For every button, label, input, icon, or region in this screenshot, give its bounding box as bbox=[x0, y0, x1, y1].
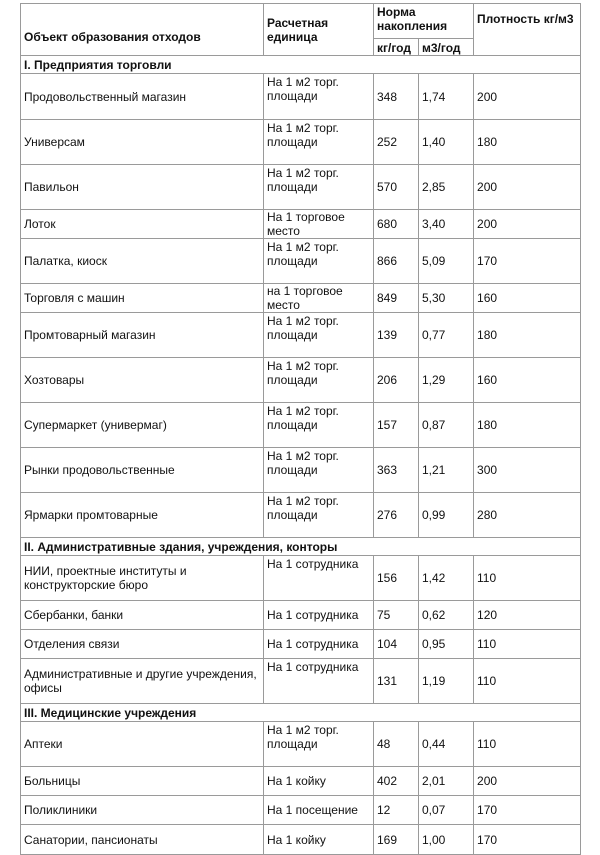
cell-unit: На 1 м2 торг. площади bbox=[264, 74, 374, 120]
cell-kg-year: 157 bbox=[374, 403, 419, 448]
cell-kg-year: 131 bbox=[374, 659, 419, 704]
cell-object-name: Супермаркет (универмаг) bbox=[21, 403, 264, 448]
cell-density: 180 bbox=[474, 313, 581, 358]
cell-unit: На 1 м2 торг. площади bbox=[264, 722, 374, 767]
header-m3-year: м3/год bbox=[419, 39, 474, 56]
header-unit: Расчетная единица bbox=[264, 4, 374, 56]
cell-object-name: Больницы bbox=[21, 767, 264, 796]
cell-m3-year: 2,85 bbox=[419, 165, 474, 210]
header-density: Плотность кг/м3 bbox=[474, 4, 581, 56]
cell-kg-year: 276 bbox=[374, 493, 419, 538]
cell-m3-year: 0,44 bbox=[419, 722, 474, 767]
cell-kg-year: 402 bbox=[374, 767, 419, 796]
cell-kg-year: 75 bbox=[374, 601, 419, 630]
section-row bbox=[21, 704, 581, 722]
section-row bbox=[21, 56, 581, 74]
cell-unit: На 1 м2 торг. площади bbox=[264, 358, 374, 403]
cell-density: 110 bbox=[474, 630, 581, 659]
cell-kg-year: 139 bbox=[374, 313, 419, 358]
header-object: Объект образования отходов bbox=[21, 4, 264, 56]
cell-m3-year: 1,42 bbox=[419, 556, 474, 601]
cell-unit: На 1 м2 торг. площади bbox=[264, 120, 374, 165]
cell-m3-year: 0,87 bbox=[419, 403, 474, 448]
cell-m3-year: 5,30 bbox=[419, 284, 474, 313]
section-title: I. Предприятия торговли bbox=[21, 56, 581, 74]
header-norm: Норма накопления bbox=[374, 4, 474, 39]
cell-m3-year: 5,09 bbox=[419, 239, 474, 284]
cell-density: 280 bbox=[474, 493, 581, 538]
cell-object-name: Хозтовары bbox=[21, 358, 264, 403]
cell-kg-year: 169 bbox=[374, 825, 419, 855]
cell-m3-year: 0,07 bbox=[419, 796, 474, 825]
table-row bbox=[21, 493, 581, 538]
cell-density: 200 bbox=[474, 210, 581, 239]
header-row bbox=[21, 4, 581, 39]
cell-unit: На 1 сотрудника bbox=[264, 630, 374, 659]
cell-density: 110 bbox=[474, 556, 581, 601]
cell-m3-year: 3,40 bbox=[419, 210, 474, 239]
waste-norms-document bbox=[20, 3, 581, 855]
cell-kg-year: 48 bbox=[374, 722, 419, 767]
table-body bbox=[21, 4, 581, 855]
cell-object-name: Санатории, пансионаты bbox=[21, 825, 264, 855]
cell-object-name: Промтоварный магазин bbox=[21, 313, 264, 358]
table-row bbox=[21, 358, 581, 403]
cell-unit: На 1 м2 торг. площади bbox=[264, 165, 374, 210]
waste-norms-table bbox=[20, 3, 581, 855]
cell-density: 160 bbox=[474, 358, 581, 403]
cell-m3-year: 1,74 bbox=[419, 74, 474, 120]
cell-kg-year: 849 bbox=[374, 284, 419, 313]
cell-kg-year: 104 bbox=[374, 630, 419, 659]
table-row bbox=[21, 630, 581, 659]
section-row bbox=[21, 538, 581, 556]
table-row bbox=[21, 165, 581, 210]
table-row bbox=[21, 239, 581, 284]
cell-unit: На 1 сотрудника bbox=[264, 556, 374, 601]
cell-object-name: Палатка, киоск bbox=[21, 239, 264, 284]
cell-unit: На 1 койку bbox=[264, 825, 374, 855]
table-row bbox=[21, 767, 581, 796]
cell-object-name: Торговля с машин bbox=[21, 284, 264, 313]
table-row bbox=[21, 403, 581, 448]
cell-object-name: Поликлиники bbox=[21, 796, 264, 825]
cell-density: 300 bbox=[474, 448, 581, 493]
cell-kg-year: 156 bbox=[374, 556, 419, 601]
cell-unit: На 1 м2 торг. площади bbox=[264, 313, 374, 358]
cell-density: 170 bbox=[474, 796, 581, 825]
cell-density: 200 bbox=[474, 74, 581, 120]
cell-unit: На 1 м2 торг. площади bbox=[264, 403, 374, 448]
cell-kg-year: 570 bbox=[374, 165, 419, 210]
table-row bbox=[21, 120, 581, 165]
table-row bbox=[21, 601, 581, 630]
cell-density: 180 bbox=[474, 403, 581, 448]
cell-unit: На 1 сотрудника bbox=[264, 601, 374, 630]
cell-kg-year: 680 bbox=[374, 210, 419, 239]
cell-unit: На 1 м2 торг. площади bbox=[264, 493, 374, 538]
cell-kg-year: 866 bbox=[374, 239, 419, 284]
table-row bbox=[21, 825, 581, 855]
cell-m3-year: 0,62 bbox=[419, 601, 474, 630]
cell-unit: На 1 койку bbox=[264, 767, 374, 796]
cell-object-name: Аптеки bbox=[21, 722, 264, 767]
cell-unit: На 1 посещение bbox=[264, 796, 374, 825]
cell-m3-year: 1,21 bbox=[419, 448, 474, 493]
cell-density: 110 bbox=[474, 722, 581, 767]
cell-m3-year: 1,19 bbox=[419, 659, 474, 704]
cell-unit: На 1 м2 торг. площади bbox=[264, 239, 374, 284]
cell-density: 200 bbox=[474, 165, 581, 210]
cell-m3-year: 0,99 bbox=[419, 493, 474, 538]
table-row bbox=[21, 796, 581, 825]
cell-object-name: Лоток bbox=[21, 210, 264, 239]
cell-m3-year: 1,00 bbox=[419, 825, 474, 855]
cell-unit: На 1 м2 торг. площади bbox=[264, 448, 374, 493]
cell-density: 200 bbox=[474, 767, 581, 796]
table-row bbox=[21, 284, 581, 313]
cell-object-name: Павильон bbox=[21, 165, 264, 210]
cell-density: 170 bbox=[474, 825, 581, 855]
cell-object-name: Рынки продовольственные bbox=[21, 448, 264, 493]
table-row bbox=[21, 210, 581, 239]
cell-object-name: НИИ, проектные институты и конструкторские бюро bbox=[21, 556, 264, 601]
cell-m3-year: 1,29 bbox=[419, 358, 474, 403]
cell-density: 120 bbox=[474, 601, 581, 630]
cell-object-name: Сбербанки, банки bbox=[21, 601, 264, 630]
cell-object-name: Административные и другие учреждения, офисы bbox=[21, 659, 264, 704]
cell-m3-year: 1,40 bbox=[419, 120, 474, 165]
table-row bbox=[21, 448, 581, 493]
cell-object-name: Ярмарки промтоварные bbox=[21, 493, 264, 538]
cell-object-name: Отделения связи bbox=[21, 630, 264, 659]
cell-unit: На 1 сотрудника bbox=[264, 659, 374, 704]
table-row bbox=[21, 313, 581, 358]
cell-m3-year: 2,01 bbox=[419, 767, 474, 796]
cell-m3-year: 0,77 bbox=[419, 313, 474, 358]
cell-kg-year: 206 bbox=[374, 358, 419, 403]
cell-object-name: Продовольственный магазин bbox=[21, 74, 264, 120]
cell-kg-year: 348 bbox=[374, 74, 419, 120]
cell-density: 110 bbox=[474, 659, 581, 704]
table-row bbox=[21, 556, 581, 601]
cell-density: 180 bbox=[474, 120, 581, 165]
cell-unit: на 1 торговое место bbox=[264, 284, 374, 313]
cell-kg-year: 363 bbox=[374, 448, 419, 493]
cell-object-name: Универсам bbox=[21, 120, 264, 165]
header-kg-year: кг/год bbox=[374, 39, 419, 56]
cell-density: 170 bbox=[474, 239, 581, 284]
cell-kg-year: 252 bbox=[374, 120, 419, 165]
section-title: II. Административные здания, учреждения, конторы bbox=[21, 538, 581, 556]
table-row bbox=[21, 659, 581, 704]
cell-unit: На 1 торговое место bbox=[264, 210, 374, 239]
table-row bbox=[21, 74, 581, 120]
section-title: III. Медицинские учреждения bbox=[21, 704, 581, 722]
cell-kg-year: 12 bbox=[374, 796, 419, 825]
cell-density: 160 bbox=[474, 284, 581, 313]
table-row bbox=[21, 722, 581, 767]
cell-m3-year: 0,95 bbox=[419, 630, 474, 659]
